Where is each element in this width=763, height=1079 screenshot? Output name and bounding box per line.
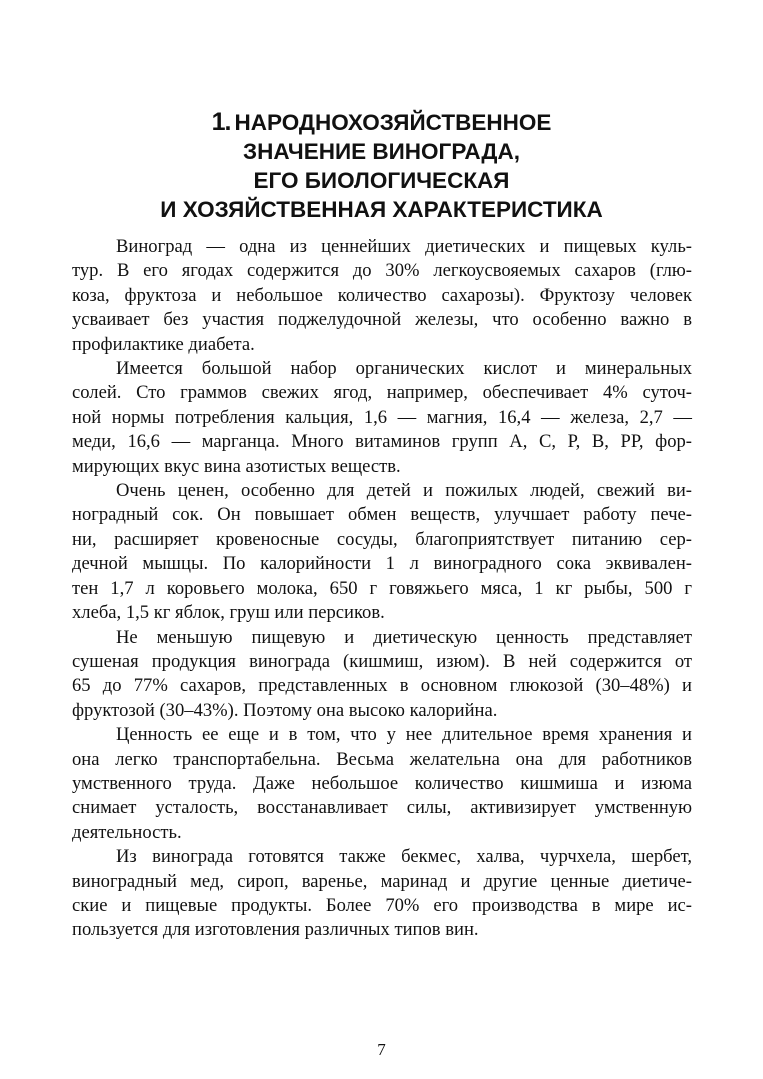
chapter-heading-line-4: И ХОЗЯЙСТВЕННАЯ ХАРАКТЕРИСТИКА — [160, 197, 603, 222]
paragraph-line: ноградный сок. Он повышает обмен веществ, улучшает работу пече- — [72, 504, 692, 526]
paragraph-line: меди, 16,6 — марганца. Много витаминов групп А, С, Р, В, РР, фор- — [72, 431, 692, 453]
paragraph-line: дечной мышцы. По калорийности 1 л виноградного сока эквивален- — [72, 553, 692, 575]
paragraph-line: пользуется для изготовления различных типов вин. — [72, 919, 479, 941]
chapter-number: 1. — [211, 108, 231, 136]
paragraph-line: тур. В его ягодах содержится до 30% легкоусвояемых сахаров (глю- — [72, 260, 692, 282]
paragraph-line: Имеется большой набор органических кислот и минеральных — [116, 358, 692, 380]
chapter-heading-line-1 — [70, 108, 693, 137]
paragraph-line: виноградный мед, сироп, варенье, маринад и другие ценные диетиче- — [72, 870, 692, 892]
chapter-heading-line-2: ЗНАЧЕНИЕ ВИНОГРАДА, — [243, 139, 520, 164]
paragraph-line: 65 до 77% сахаров, представленных в основном глюкозой (30–48%) и — [72, 675, 692, 697]
paragraph-line: ной нормы потребления кальция, 1,6 — магния, 16,4 — железа, 2,7 — — [72, 406, 692, 428]
paragraph-line: мирующих вкус вина азотистых веществ. — [72, 455, 401, 477]
paragraph — [72, 845, 692, 943]
paragraph-line: тен 1,7 л коровьего молока, 650 г говяжьего мяса, 1 кг рыбы, 500 г — [72, 577, 692, 599]
paragraph — [72, 235, 692, 357]
paragraph-line: она легко транспортабельна. Весьма желательна она для работников — [72, 748, 692, 770]
paragraph-line: сушеная продукция винограда (кишмиш, изюм). В ней содержится от — [72, 650, 692, 672]
paragraph-line: профилактике диабета. — [72, 333, 255, 355]
paragraph-line: умственного труда. Даже небольшое количество кишмиша и изюма — [72, 772, 692, 794]
paragraph — [72, 479, 692, 625]
page-number: 7 — [377, 1040, 386, 1059]
paragraph-line: фруктозой (30–43%). Поэтому она высоко калорийна. — [72, 699, 498, 721]
paragraph-line: ские и пищевые продукты. Более 70% его производства в мире ис- — [72, 894, 692, 916]
paragraph-line: Ценность ее еще и в том, что у нее длительное время хранения и — [116, 724, 692, 746]
chapter-heading — [70, 108, 693, 224]
paragraph-line: Из винограда готовятся также бекмес, халва, чурчхела, шербет, — [116, 846, 692, 868]
paragraph — [72, 626, 692, 724]
paragraph-line: деятельность. — [72, 821, 182, 843]
chapter-heading-line-3: ЕГО БИОЛОГИЧЕСКАЯ — [253, 168, 510, 193]
paragraph — [72, 723, 692, 845]
paragraph-line: ни, расширяет кровеносные сосуды, благоприятствует питанию сер- — [72, 528, 692, 550]
chapter-body-text — [72, 235, 692, 943]
paragraph-line: солей. Сто граммов свежих ягод, например, обеспечивает 4% суточ- — [72, 382, 692, 404]
paragraph-line: усваивает без участия поджелудочной железы, что особенно важно в — [72, 309, 692, 331]
paragraph-line: Очень ценен, особенно для детей и пожилых людей, свежий ви- — [116, 480, 692, 502]
paragraph — [72, 357, 692, 479]
paragraph-line: коза, фруктоза и небольшое количество сахарозы). Фруктозу человек — [72, 284, 692, 306]
paragraph-line: хлеба, 1,5 кг яблок, груш или персиков. — [72, 602, 385, 624]
paragraph-line: снимает усталость, восстанавливает силы, активизирует умственную — [72, 797, 692, 819]
paragraph-line: Не меньшую пищевую и диетическую ценность представляет — [116, 626, 692, 648]
chapter-heading-line-1-text: НАРОДНОХОЗЯЙСТВЕННОЕ — [234, 110, 552, 135]
paragraph-line: Виноград — одна из ценнейших диетических и пищевых куль- — [116, 236, 692, 257]
